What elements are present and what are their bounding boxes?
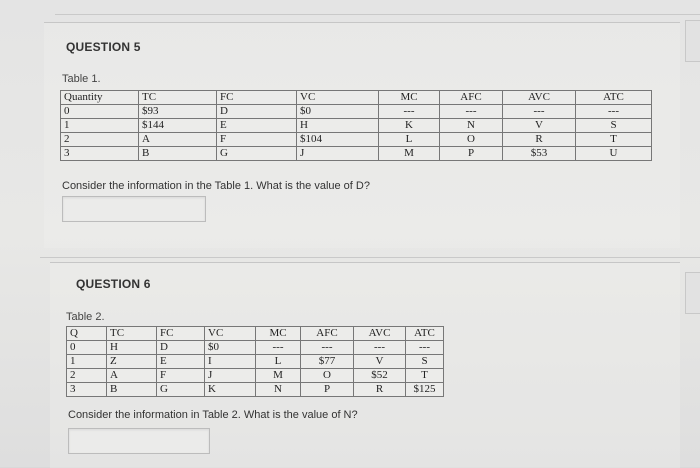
table-2-header-cell: Q bbox=[67, 327, 107, 341]
table-1-cell: 3 bbox=[61, 147, 139, 161]
question-6-prompt: Consider the information in Table 2. What is the value of N? bbox=[68, 409, 358, 421]
table-2-cell: --- bbox=[301, 341, 354, 355]
table-1-header-cell: MC bbox=[379, 91, 440, 105]
table-1-cell: $53 bbox=[503, 147, 576, 161]
table-2-cell: M bbox=[256, 369, 301, 383]
table-2-header-cell: MC bbox=[256, 327, 301, 341]
table-1-header-row bbox=[61, 91, 652, 105]
table-2-cell: 2 bbox=[67, 369, 107, 383]
question-5-answer-input[interactable] bbox=[62, 196, 206, 222]
table-1-row bbox=[61, 147, 652, 161]
table-1-cell: P bbox=[440, 147, 503, 161]
table-2-cell: P bbox=[301, 383, 354, 397]
table-1-cell: $104 bbox=[297, 133, 379, 147]
table-1-cell: A bbox=[139, 133, 217, 147]
table-1-cell: K bbox=[379, 119, 440, 133]
question-6-title: QUESTION 6 bbox=[76, 277, 151, 291]
table-1-cell: F bbox=[217, 133, 297, 147]
table-2-cell: L bbox=[256, 355, 301, 369]
table-2-cell: J bbox=[205, 369, 256, 383]
table-1-header-cell: VC bbox=[297, 91, 379, 105]
table-1-cell: --- bbox=[576, 105, 652, 119]
table-1-cell: J bbox=[297, 147, 379, 161]
table-2-header-cell: FC bbox=[157, 327, 205, 341]
question-6-right-edge bbox=[685, 272, 700, 314]
table-1-cell: --- bbox=[440, 105, 503, 119]
table-1-cell: M bbox=[379, 147, 440, 161]
mid-divider bbox=[40, 257, 700, 258]
table-2 bbox=[66, 326, 444, 397]
table-1-cell: $0 bbox=[297, 105, 379, 119]
table-2-header-row bbox=[67, 327, 444, 341]
table-2-cell: N bbox=[256, 383, 301, 397]
table-1-row bbox=[61, 119, 652, 133]
table-1-cell: 2 bbox=[61, 133, 139, 147]
table-1-cell: $93 bbox=[139, 105, 217, 119]
table-2-cell: $77 bbox=[301, 355, 354, 369]
table-2-cell: D bbox=[157, 341, 205, 355]
table-2-cell: G bbox=[157, 383, 205, 397]
table-2-cell: 3 bbox=[67, 383, 107, 397]
table-2-header-cell: AVC bbox=[354, 327, 406, 341]
table-1-header-cell: AVC bbox=[503, 91, 576, 105]
table-2-cell: S bbox=[406, 355, 444, 369]
table-1-header-cell: Quantity bbox=[61, 91, 139, 105]
table-2-cell: E bbox=[157, 355, 205, 369]
table-1-cell: N bbox=[440, 119, 503, 133]
table-2-header-cell: TC bbox=[107, 327, 157, 341]
table-1 bbox=[60, 90, 652, 161]
table-1-header-cell: AFC bbox=[440, 91, 503, 105]
top-divider bbox=[55, 14, 700, 15]
table-1-cell: G bbox=[217, 147, 297, 161]
table-2-row bbox=[67, 355, 444, 369]
table-2-cell: B bbox=[107, 383, 157, 397]
table-2-cell: --- bbox=[256, 341, 301, 355]
table-1-header-cell: TC bbox=[139, 91, 217, 105]
table-2-cell: V bbox=[354, 355, 406, 369]
table-1-cell: S bbox=[576, 119, 652, 133]
table-2-cell: H bbox=[107, 341, 157, 355]
table-1-cell: R bbox=[503, 133, 576, 147]
question-5-title: QUESTION 5 bbox=[66, 40, 141, 54]
table-2-cell: Z bbox=[107, 355, 157, 369]
table-2-row bbox=[67, 341, 444, 355]
table-1-cell: U bbox=[576, 147, 652, 161]
table-2-cell: 0 bbox=[67, 341, 107, 355]
table-2-cell: K bbox=[205, 383, 256, 397]
table-1-cell: E bbox=[217, 119, 297, 133]
table-2-cell: F bbox=[157, 369, 205, 383]
table-2-cell: 1 bbox=[67, 355, 107, 369]
question-5-prompt: Consider the information in the Table 1. What is the value of D? bbox=[62, 180, 370, 192]
table-1-header-cell: ATC bbox=[576, 91, 652, 105]
table-1-cell: 1 bbox=[61, 119, 139, 133]
table-1-cell: B bbox=[139, 147, 217, 161]
table-2-label: Table 2. bbox=[66, 311, 105, 323]
table-2-cell: $0 bbox=[205, 341, 256, 355]
table-1-cell: D bbox=[217, 105, 297, 119]
table-2-cell: T bbox=[406, 369, 444, 383]
question-6-answer-input[interactable] bbox=[68, 428, 210, 454]
table-1-cell: L bbox=[379, 133, 440, 147]
table-2-cell: --- bbox=[406, 341, 444, 355]
table-1-cell: T bbox=[576, 133, 652, 147]
table-2-row bbox=[67, 383, 444, 397]
table-1-cell: O bbox=[440, 133, 503, 147]
table-2-header-cell: AFC bbox=[301, 327, 354, 341]
table-2-cell: R bbox=[354, 383, 406, 397]
table-1-cell: --- bbox=[379, 105, 440, 119]
table-1-cell: 0 bbox=[61, 105, 139, 119]
table-2-header-cell: ATC bbox=[406, 327, 444, 341]
table-2-cell: $125 bbox=[406, 383, 444, 397]
table-2-cell: --- bbox=[354, 341, 406, 355]
table-1-row bbox=[61, 105, 652, 119]
table-1-cell: --- bbox=[503, 105, 576, 119]
table-1-cell: $144 bbox=[139, 119, 217, 133]
table-2-row bbox=[67, 369, 444, 383]
table-2-cell: I bbox=[205, 355, 256, 369]
table-1-row bbox=[61, 133, 652, 147]
table-1-label: Table 1. bbox=[62, 73, 101, 85]
table-2-cell: $52 bbox=[354, 369, 406, 383]
table-2-cell: O bbox=[301, 369, 354, 383]
table-2-header-cell: VC bbox=[205, 327, 256, 341]
table-1-header-cell: FC bbox=[217, 91, 297, 105]
table-1-cell: V bbox=[503, 119, 576, 133]
table-1-cell: H bbox=[297, 119, 379, 133]
table-2-cell: A bbox=[107, 369, 157, 383]
question-5-right-edge bbox=[685, 20, 700, 62]
